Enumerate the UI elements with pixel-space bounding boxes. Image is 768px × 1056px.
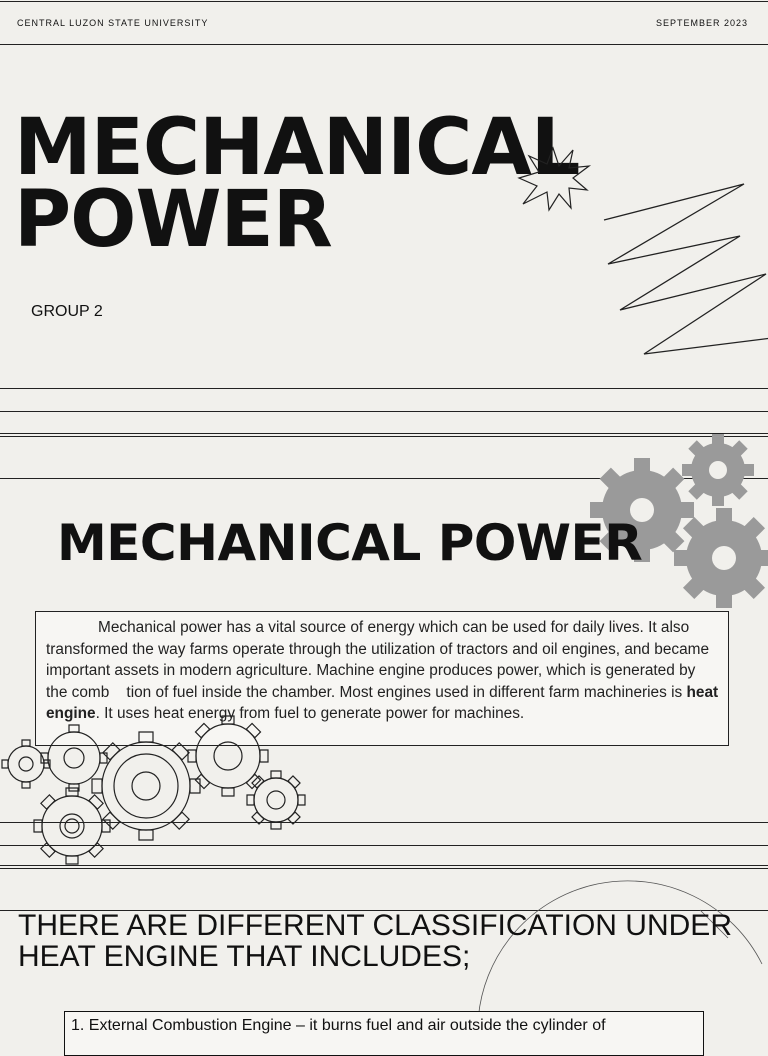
top-rule	[0, 1, 768, 2]
classification-heading: THERE ARE DIFFERENT CLASSIFICATION UNDER HEAT ENGINE THAT INCLUDES;	[18, 909, 732, 973]
zigzag-doodle-icon	[600, 178, 768, 368]
gear-cluster-outline-icon	[0, 728, 320, 868]
group-label: GROUP 2	[31, 303, 103, 320]
header-rule	[0, 44, 768, 45]
paragraph-text-middle: tion of fuel inside the chamber. Most engines used in different farm machineries is	[126, 683, 687, 701]
date-label: SEPTEMBER 2023	[655, 18, 748, 28]
classification-list	[64, 1011, 704, 1056]
divider-rule-2	[0, 411, 768, 412]
divider-rule-6	[0, 822, 768, 823]
paragraph-bold-term: heat engine	[46, 683, 719, 723]
divider-rule-9	[0, 868, 768, 869]
divider-rule-7	[0, 845, 768, 846]
section-title: MECHANICAL POWER	[57, 514, 643, 572]
cover-title	[14, 103, 580, 265]
cover-title-line2: POWER	[14, 175, 332, 265]
divider-rule-8	[0, 865, 768, 866]
divider-rule-1	[0, 388, 768, 389]
cover-title-line1: MECHANICAL	[14, 103, 580, 193]
paragraph-box	[35, 611, 729, 746]
starburst-doodle-icon	[515, 140, 595, 220]
list-item-number: 1.	[71, 1017, 85, 1034]
list-item-text: External Combustion Engine – it burns fuel and air outside the cylinder of	[88, 1017, 606, 1034]
paragraph-text-start: Mechanical power has a vital source of energy which can be used for daily lives. It also transformed the way farms operate through the utilization of tractors and oil engines, and became important assets in modern agriculture. Machine engine produces power, which is generated by the comb	[46, 619, 710, 701]
university-name: CENTRAL LUZON STATE UNIVERSITY	[17, 18, 209, 28]
paragraph-text-end: . It uses heat energy from fuel to generate power for machines.	[95, 705, 525, 723]
